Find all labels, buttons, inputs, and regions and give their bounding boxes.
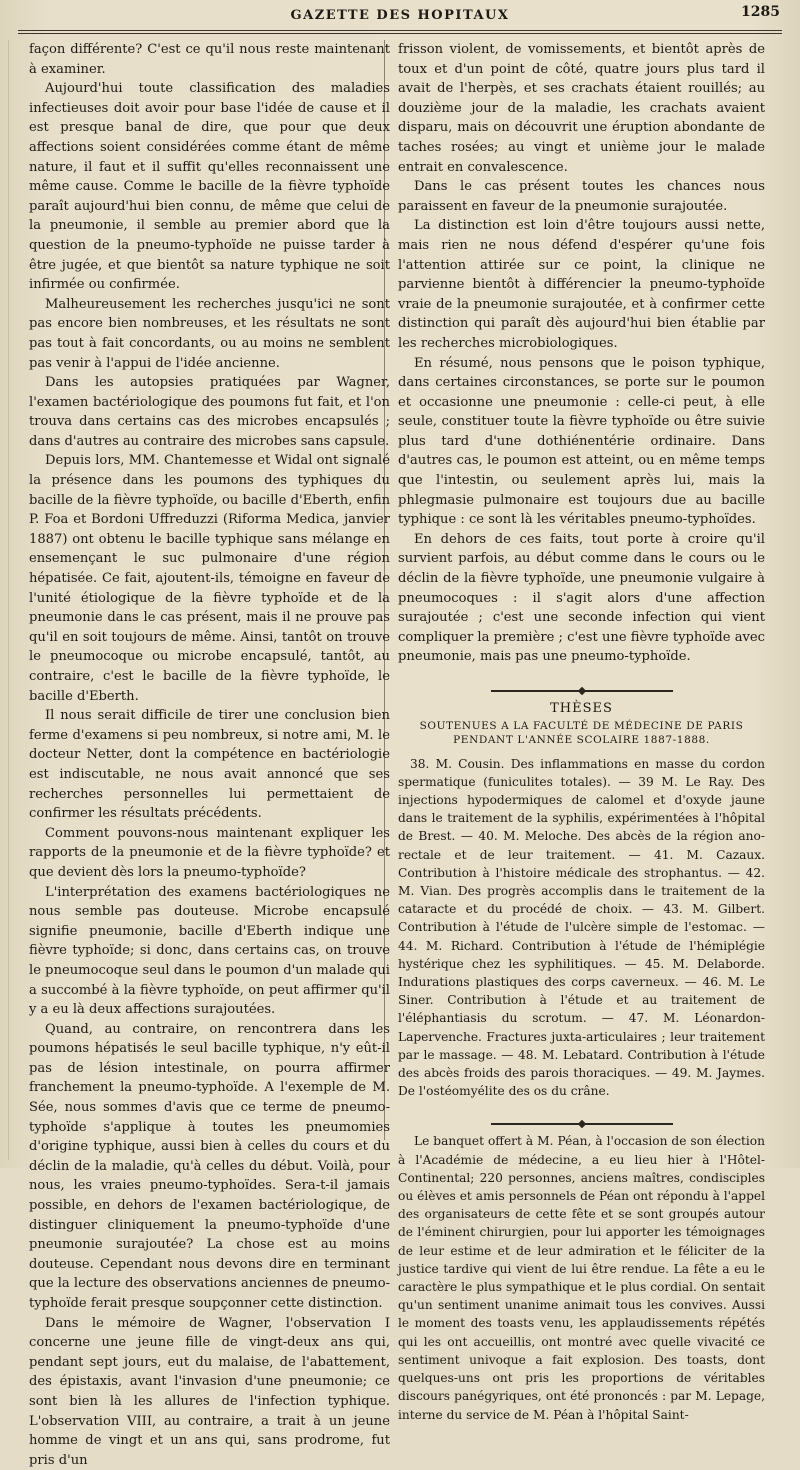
paragraph: En résumé, nous pensons que le poison typhique, dans certaines circonstances, se porte sur le poumon et occasionne une pneumonie : celle-ci peut, à elle seule, constituer toute la fièvre typhoïde ou être suivie plus tard d'une dothiénentérie ordinaire. Dans d'autres cas, le poumon est atteint, ou en même temps que l'intestin, ou seulement après lui, mais la phlegmasie pulmonaire est toujours due au bacille typhique : ce sont là les véritables pneumo-typhoïdes. [398,355,765,528]
paragraph: Le banquet offert à M. Péan, à l'occasion de son élection à l'Académie de médecine, a eu lieu hier à l'Hôtel-Continental; 220 personnes, anciens maîtres, condisciples ou élèves et amis personnels de Péan ont répondu à l'appel des organisateurs de cette fête et se sont groupés autour de l'éminent chirurgien, pour lui apporter les témoignages de leur estime et de leur admiration et le féliciter de la justice tardive qui vient de lui être rendue. La fête a eu le caractère le plus sympathique et le plus cordial. On sentait qu'un sentiment unanime animait tous les convives. Aussi le moment des toasts venu, les applaudissements répétés qui les ont accueillis, ont montré avec quelle vivacité ce sentiment univoque a fait explosion. Des toasts, dont quelques-uns ont pris les proportions de véritables discours panégyriques, ont été prononcés : par M. Lepage, interne du service de M. Péan à l'hôpital Saint- [398,1134,765,1422]
section-separator [398,1114,765,1122]
theses-subheading-line2: PENDANT L'ANNÉE SCOLAIRE 1887-1888. [453,733,710,746]
paragraph: façon différente? C'est ce qu'il nous reste maintenant à examiner. [29,42,390,77]
paragraph: Quand, au contraire, on rencontrera dans les poumons hépatisés le seul bacille typhique, n'y eût-il pas de lésion intestinale, on pourra affirmer franchement la pneumo-typhoïde. A l'exemple de M. Sée, nous sommes d'avis que ce terme de pneumo-typhoïde s'applique à toutes les pneumomies d'origine typhique, aussi bien à celles du cours et du déclin de la maladie, qu'à celles du début. Voilà, pour nous, les vraies pneumo-typhoïdes. Sera-t-il jamais possible, en dehors de l'examen bactériologique, de distinguer cliniquement la pneumo-typhoïde d'une pneumonie surajoutée? La chose est au moins douteuse. Cependant nous devons dire en terminant que la lecture des observations anciennes de pneumo-typhoïde ferait presque soupçonner cette distinction. [29,1021,390,1311]
paragraph: Dans les autopsies pratiquées par Wagner, l'examen bactériologique des poumons fut fait, et l'on trouva dans certains cas des microbes encapsulés ; dans d'autres au contraire des microbes sans capsule. [29,375,390,449]
paragraph: Il nous serait difficile de tirer une conclusion bien ferme d'examens si peu nombreux, si notre ami, M. le docteur Netter, dont la compétence en bactériologie est indiscutable, ne nous avait annoncé que ses recherches personnelles lui permettaient de confirmer les résultats précédents. [29,708,390,822]
left-column [29,40,390,1470]
header-rule [18,30,782,31]
paragraph: Dans le mémoire de Wagner, l'observation I concerne une jeune fille de vingt-deux ans qui, pendant sept jours, eut du malaise, de l'abattement, des épistaxis, avant l'invasion d'une pneumonie; ce sont bien là les allures de l'infection typhique. L'observation VIII, au contraire, a trait à un jeune homme de vingt et un ans qui, sans prodrome, fut pris d'un [29,1315,390,1468]
paragraph: Malheureusement les recherches jusqu'ici ne sont pas encore bien nombreuses, et les résultats ne sont pas tout à fait concordants, ou au moins ne semblent pas venir à l'appui de l'idée ancienne. [29,296,390,371]
paragraph: En dehors de ces faits, tout porte à croire qu'il survient parfois, au début comme dans le cours ou le déclin de la fièvre typhoïde, une pneumonie vulgaire à pneumocoques : il s'agit alors d'une affection surajoutée ; c'est une seconde infection qui vient compliquer la première ; c'est une fièvre typhoïde avec pneumonie, mais pas une pneumo-typhoïde. [398,531,765,665]
section-separator [398,681,765,689]
header-rule-double [18,33,782,34]
paragraph: frisson violent, de vomissements, et bientôt après de toux et d'un point de côté, quatre jours plus tard il avait de l'herpès, et ses crachats étaient rouillés; au douzième jour de la maladie, les crachats avaient disparu, mais on découvrit une éruption abondante de taches rosées; au vingt et unième jour le malade entrait en convalescence. [398,42,765,175]
paragraph: Depuis lors, MM. Chantemesse et Widal ont signalé la présence dans les poumons des typhiques du bacille de la fièvre typhoïde, ou bacille d'Eberth, enfin P. Foa et Bordoni Uffreduzzi (Riforma Medica, janvier 1887) ont obtenu le bacille typhique sans mélange en ensemençant le suc pulmonaire d'une région hépatisée. Ce fait, ajoutent-ils, témoigne en faveur de l'unité étiologique de la fièvre typhoïde et de la pneumonie dans le cas présent, mais il ne prouve pas qu'il en soit toujours de même. Ainsi, tantôt on trouve le pneumocoque ou microbe encapsulé, tantôt, au contraire, c'est le bacille de la fièvre typhoïde, le bacille d'Eberth. [29,453,390,704]
paragraph: L'interprétation des examens bactériologiques ne nous semble pas douteuse. Microbe encapsulé signifie pneumonie, bacille d'Eberth indique une fièvre typhoïde; si donc, dans certains cas, on trouve le pneumocoque seul dans le poumon d'un malade qui a succombé à la fièvre typhoïde, on peut affirmer qu'il y a eu là deux affections surajoutées. [29,884,390,1018]
binding-margin [8,40,9,1160]
theses-list [398,755,765,1101]
paragraph: La distinction est loin d'être toujours aussi nette, mais rien ne nous défend d'espérer qu'une fois l'attention attirée sur ce point, la clinique ne parvienne bientôt à différencier la pneumo-typhoïde vraie de la pneumonie surajoutée, et à confirmer cette distinction qui paraît dès aujourd'hui bien établie par les recherches microbiologiques. [398,218,765,351]
journal-title: GAZETTE DES HOPITAUX [290,8,510,23]
paragraph: Comment pouvons-nous maintenant expliquer les rapports de la pneumonie et de la fièvre typhoïde? et que devient dès lors la pneumo-typhoïde? [29,825,390,880]
theses-heading: THÈSES [550,701,613,716]
page-header [18,4,782,30]
right-column [398,40,765,1424]
page-number: 1285 [741,4,780,20]
paragraph: Aujourd'hui toute classification des maladies infectieuses doit avoir pour base l'idée de cause et il est presque banal de dire, que pour que deux affections soient considérées comme étant de même nature, il faut et il suffit qu'elles reconnaissent une même cause. Comme le bacille de la fièvre typhoïde paraît aujourd'hui bien connu, de même que celui de la pneumonie, il semble au premier abord que la question de la pneumo-typhoïde ne puisse tarder à être jugée, et que bientôt sa nature typhique ne soit infirmée ou confirmée. [29,81,390,293]
theses-subheading: SOUTENUES A LA FACULTÉ DE MÉDECINE DE PARIS [419,719,744,732]
paragraph: Dans le cas présent toutes les chances nous paraissent en faveur de la pneumonie surajoutée. [398,179,765,214]
theses-entries: 38. M. Cousin. Des inflammations en masse du cordon spermatique (funiculites totales). — 39 M. Le Ray. Des injections hypodermiques de calomel et d'oxyde jaune dans le traitement de la syphilis, expérimentées à l'hôpital de Brest. — 40. M. Meloche. Des abcès de la région ano-rectale et de leur traitement. — 41. M. Cazaux. Contribution à l'histoire médicale des strophantus. — 42. M. Vian. Des progrès accomplis dans le traitement de la cataracte et du procédé de choix. — 43. M. Gilbert. Contribution à l'étude de l'ulcère simple de l'estomac. — 44. M. Richard. Contribution à l'étude de l'hémiplégie hystérique chez les syphilitiques. — 45. M. Delaborde. Indurations plastiques des corps caverneux. — 46. M. Le Siner. Contribution à l'étude et au traitement de l'éléphantiasis du scrotum. — 47. M. Léonardon-Lapervenche. Fractures juxta-articulaires ; leur traitement par le massage. — 48. M. Lebatard. Contribution à l'étude des abcès froids des parois thoraciques. — 49. M. Jaymes. De l'ostéomyélite des os du crâne. [398,756,765,1099]
banquet-article [398,1132,765,1423]
